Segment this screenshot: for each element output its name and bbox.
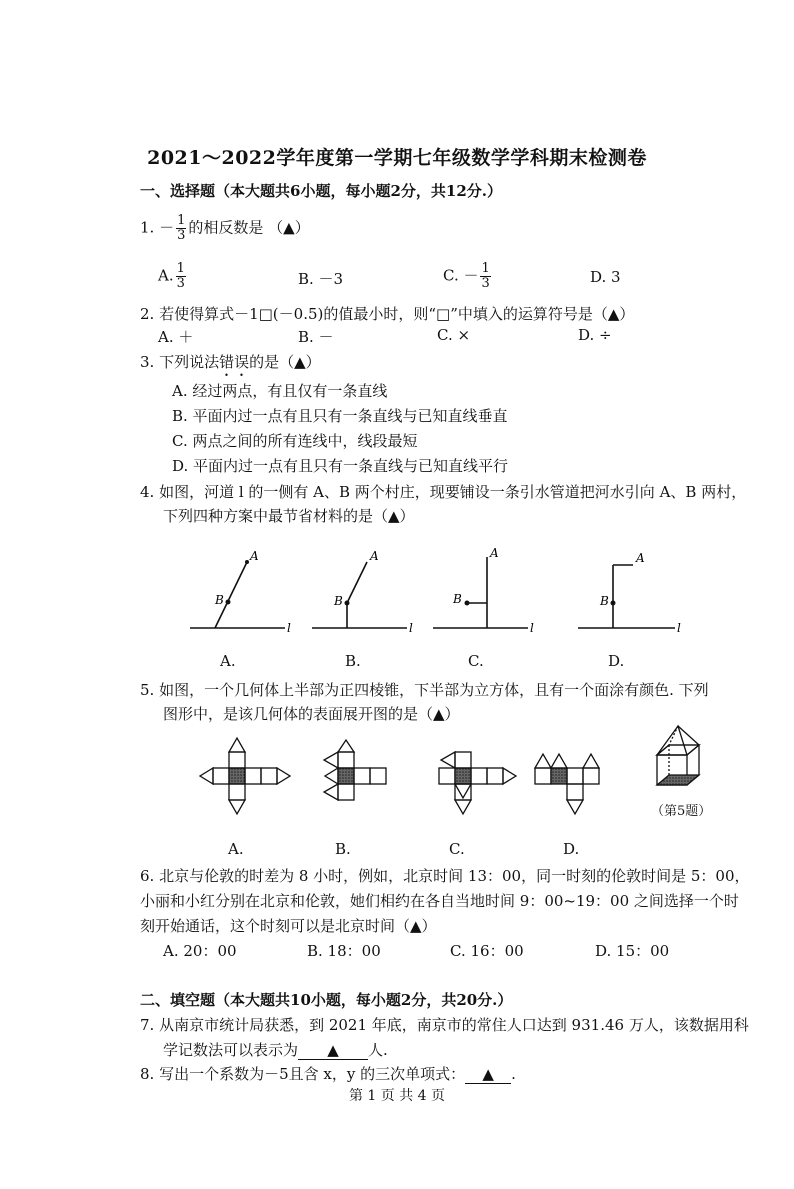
q5-option-d: D.	[563, 840, 580, 858]
q1-text: 的相反数是 （▲）	[188, 218, 310, 237]
q6-option-d: D. 15：00	[595, 942, 670, 960]
q2-option-a: A. ＋	[158, 328, 194, 346]
exam-title: 2021～2022学年度第一学期七年级数学学科期末检测卷	[147, 147, 647, 169]
question-6-line1: 6. 北京与伦敦的时差为 8 小时，例如，北京时间 13：00，同一时刻的伦敦时间是 5：00，	[140, 867, 750, 885]
q5-solid	[657, 726, 699, 785]
question-3: 3. 下列说法错误的是（▲）	[140, 353, 321, 371]
q3-emphasis: 错误	[219, 353, 250, 371]
q5-option-b: B.	[335, 840, 351, 858]
q6-option-b: B. 18：00	[307, 942, 381, 960]
question-5-line1: 5. 如图，一个几何体上半部为正四棱锥，下半部为立方体，且有一个面涂有颜色. 下列	[140, 681, 709, 699]
q1-option-b: B. －3	[298, 270, 344, 288]
q1-option-a: A. $\frac{1}{3}$	[158, 261, 185, 291]
q4-option-a: A.	[220, 652, 236, 670]
q5-figures	[195, 720, 715, 830]
question-4-line1: 4. 如图，河道 l 的一侧有 A、B 两个村庄，现要铺设一条引水管道把河水引向 A、B 两村，	[140, 483, 747, 501]
svg-text:B: B	[215, 593, 224, 607]
question-4-line2: 下列四种方案中最节省材料的是（▲）	[163, 507, 415, 525]
q7-answer-blank[interactable]: ▲	[298, 1041, 368, 1060]
q4-figure-c	[433, 546, 534, 635]
question-7-line1: 7. 从南京市统计局获悉，到 2021 年底，南京市的常住人口达到 931.46 万人，该数据用科	[140, 1016, 749, 1034]
svg-text:B: B	[600, 594, 609, 608]
svg-text:B: B	[334, 594, 343, 608]
svg-text:A: A	[636, 551, 645, 565]
q3-option-c: C. 两点之间的所有连线中，线段最短	[172, 432, 418, 450]
svg-text:l: l	[409, 621, 413, 635]
q5-option-a: A.	[228, 840, 244, 858]
q4-option-d: D.	[608, 652, 625, 670]
q1-option-c: C. － $\frac{1}{3}$	[443, 261, 490, 291]
q3-option-a: A. 经过两点，有且仅有一条直线	[172, 382, 388, 400]
q8-answer-blank[interactable]: ▲	[465, 1065, 511, 1084]
q5-net-a	[200, 738, 290, 814]
q6-option-c: C. 16：00	[450, 942, 524, 960]
q4-figure-b	[312, 549, 413, 635]
svg-text:A: A	[370, 549, 379, 563]
q2-option-d: D. ÷	[578, 326, 612, 344]
q4-figure-d	[578, 551, 681, 635]
question-6-line2: 小丽和小红分别在北京和伦敦，她们相约在各自当地时间 9：00~19：00 之间选择一个时	[140, 892, 739, 910]
q4-figures	[185, 545, 695, 645]
q5-net-c	[439, 752, 516, 814]
q2-option-b: B. －	[298, 328, 334, 346]
svg-text:B: B	[453, 592, 462, 606]
q6-option-a: A. 20：00	[163, 942, 237, 960]
svg-text:l: l	[287, 621, 291, 635]
section-heading-fill: 二、填空题（本大题共10小题，每小题2分，共20分.）	[140, 991, 513, 1009]
question-5-line2: 图形中，是该几何体的表面展开图的是（▲）	[163, 705, 460, 723]
q5-figure-caption: （第5题）	[651, 804, 712, 819]
question-6-line3: 刻开始通话，这个时刻可以是北京时间（▲）	[140, 917, 437, 935]
question-1	[140, 214, 310, 243]
q3-option-d: D. 平面内过一点有且只有一条直线与已知直线平行	[172, 457, 509, 475]
q5-net-d	[535, 754, 599, 814]
page-footer: 第 1 页 共 4 页	[348, 1088, 446, 1104]
svg-text:l: l	[530, 621, 534, 635]
q5-net-b	[324, 740, 386, 800]
q1-fraction: $\frac{1}{3}$	[177, 213, 186, 243]
q1-option-d: D. 3	[590, 268, 621, 286]
question-8: 8. 写出一个系数为－5且含 x，y 的三次单项式： ▲ .	[140, 1065, 516, 1083]
question-2: 2. 若使得算式－1□(－0.5)的值最小时，则“□”中填入的运算符号是（▲）	[140, 305, 635, 323]
section-heading-choice: 一、选择题（本大题共6小题，每小题2分，共12分.）	[140, 182, 502, 200]
q1-number: 1.	[140, 218, 155, 237]
svg-text:A: A	[250, 549, 259, 563]
q4-option-c: C.	[468, 652, 484, 670]
q1-minus: －	[159, 218, 175, 237]
q5-option-c: C.	[449, 840, 465, 858]
q4-figure-a	[190, 549, 291, 635]
q3-option-b: B. 平面内过一点有且只有一条直线与已知直线垂直	[172, 407, 508, 425]
q2-option-c: C. ×	[437, 326, 471, 344]
svg-text:l: l	[677, 621, 681, 635]
q4-option-b: B.	[345, 652, 361, 670]
svg-text:A: A	[490, 546, 499, 560]
question-7-line2: 学记数法可以表示为 ▲ 人.	[163, 1041, 388, 1059]
